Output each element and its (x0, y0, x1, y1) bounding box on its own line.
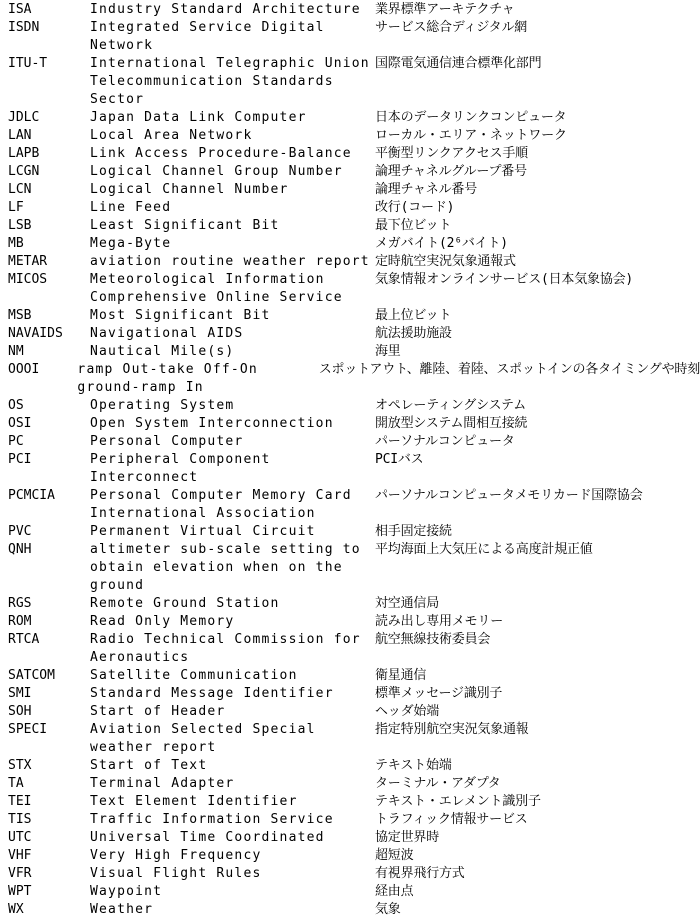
glossary-row (0, 145, 700, 163)
glossary-row (0, 865, 700, 883)
english-term: ramp Out-take Off-On ground-ramp In (77, 362, 258, 395)
abbreviation: LSB (8, 218, 32, 233)
abbreviation: SOH (8, 704, 32, 719)
japanese-term: 最下位ビット (375, 218, 452, 233)
english-term: Radio Technical Commission for Aeronautics (90, 632, 361, 665)
japanese-term: PCIバス (375, 452, 424, 467)
english-term: Waypoint (90, 884, 163, 899)
glossary-row (0, 523, 700, 541)
abbreviation: SATCOM (8, 668, 55, 683)
japanese-term: オペレーティングシステム (375, 398, 527, 413)
abbreviation: OS (8, 398, 24, 413)
japanese-term: トラフィック情報サービス (375, 812, 528, 827)
glossary-row (0, 325, 700, 343)
abbreviation: PCMCIA (8, 488, 55, 503)
japanese-term: パーソナルコンピュータ (375, 434, 515, 449)
abbreviation: ISDN (8, 20, 40, 35)
japanese-term: 海里 (375, 344, 401, 359)
japanese-term: ヘッダ始端 (375, 704, 440, 719)
japanese-term: ターミナル・アダプタ (375, 776, 501, 791)
japanese-term: メガバイト(2⁶バイト) (375, 236, 508, 251)
english-term: Permanent Virtual Circuit (90, 524, 316, 539)
japanese-term: 気象 (375, 902, 401, 917)
glossary-row (0, 19, 700, 55)
abbreviation: ISA (8, 2, 32, 17)
japanese-term: 指定特別航空実況気象通報 (375, 722, 529, 737)
glossary-row (0, 253, 700, 271)
japanese-term: パーソナルコンピュータメモリカード国際協会 (375, 488, 643, 503)
japanese-term: 改行(コード) (375, 200, 455, 215)
english-term: altimeter sub-scale setting to obtain elevation when on the ground (90, 542, 361, 593)
glossary-row (0, 811, 700, 829)
glossary-row (0, 685, 700, 703)
english-term: Meteorological Information Comprehensive Online Service (90, 272, 343, 305)
abbreviation: SPECI (8, 722, 48, 737)
english-term: Personal Computer Memory Card International Association (90, 488, 352, 521)
english-term: Japan Data Link Computer (90, 110, 307, 125)
english-term: Visual Flight Rules (90, 866, 262, 881)
abbreviation: PVC (8, 524, 32, 539)
glossary-row (0, 775, 700, 793)
japanese-term: 平衡型リンクアクセス手順 (375, 146, 528, 161)
english-term: Start of Text (90, 758, 208, 773)
glossary-row (0, 307, 700, 325)
japanese-term: 最上位ビット (375, 308, 452, 323)
english-term: Read Only Memory (90, 614, 235, 629)
japanese-term: 協定世界時 (375, 830, 440, 845)
japanese-term: 論理チャネル番号 (375, 182, 478, 197)
abbreviation: TEI (8, 794, 32, 809)
english-term: Traffic Information Service (90, 812, 334, 827)
japanese-term: 超短波 (375, 848, 414, 863)
glossary-row (0, 757, 700, 775)
english-term: Most Significant Bit (90, 308, 271, 323)
abbreviation: WPT (8, 884, 32, 899)
english-term: Local Area Network (90, 128, 253, 143)
japanese-term: 標準メッセージ識別子 (375, 686, 503, 701)
glossary-row (0, 703, 700, 721)
english-term: Remote Ground Station (90, 596, 280, 611)
glossary-row (0, 1, 700, 19)
abbreviation: MICOS (8, 272, 48, 287)
japanese-term: 平均海面上大気圧による高度計規正値 (375, 542, 593, 557)
glossary-row (0, 829, 700, 847)
glossary-row (0, 181, 700, 199)
abbreviation: LF (8, 200, 24, 215)
glossary-row (0, 487, 700, 523)
glossary-row (0, 847, 700, 865)
abbreviation: LAN (8, 128, 32, 143)
abbreviation: LCGN (8, 164, 40, 179)
english-term: Logical Channel Group Number (90, 164, 343, 179)
english-term: Mega-Byte (90, 236, 172, 251)
japanese-term: 相手固定接続 (375, 524, 452, 539)
glossary-row (0, 163, 700, 181)
glossary-row (0, 451, 700, 487)
abbreviation: PCI (8, 452, 32, 467)
glossary-row (0, 415, 700, 433)
english-term: Terminal Adapter (90, 776, 235, 791)
glossary-row (0, 433, 700, 451)
japanese-term: サービス総合ディジタル網 (375, 20, 528, 35)
abbreviation: STX (8, 758, 32, 773)
abbreviation: NM (8, 344, 24, 359)
english-term: Operating System (90, 398, 235, 413)
glossary-row (0, 883, 700, 901)
english-term: Industry Standard Architecture (90, 2, 361, 17)
glossary-row (0, 127, 700, 145)
english-term: Link Access Procedure-Balance (90, 146, 352, 161)
glossary-row (0, 361, 700, 397)
japanese-term: 国際電気通信連合標準化部門 (375, 56, 542, 71)
glossary-row (0, 217, 700, 235)
english-term: Aviation Selected Special weather report (90, 722, 316, 755)
abbreviation: UTC (8, 830, 32, 845)
abbreviation: JDLC (8, 110, 40, 125)
english-term: Very High Frequency (90, 848, 262, 863)
japanese-term: スポットアウト、離陸、着陸、スポットインの各タイミングや時刻 (318, 362, 700, 377)
glossary-row (0, 199, 700, 217)
glossary-row (0, 631, 700, 667)
english-term: Personal Computer (90, 434, 244, 449)
japanese-term: 業界標準アーキテクチャ (375, 2, 515, 17)
abbreviation: SMI (8, 686, 32, 701)
english-term: Logical Channel Number (90, 182, 289, 197)
english-term: Text Element Identifier (90, 794, 298, 809)
japanese-term: テキスト・エレメント識別子 (375, 794, 541, 809)
english-term: Standard Message Identifier (90, 686, 334, 701)
glossary-row (0, 397, 700, 415)
abbreviation: NAVAIDS (8, 326, 63, 341)
glossary-row (0, 343, 700, 361)
english-term: Weather (90, 902, 154, 917)
abbreviation: METAR (8, 254, 48, 269)
japanese-term: 気象情報オンラインサービス(日本気象協会) (375, 272, 634, 287)
glossary-row (0, 55, 700, 109)
glossary-row (0, 721, 700, 757)
abbreviation: TIS (8, 812, 32, 827)
japanese-term: 衛星通信 (375, 668, 427, 683)
abbreviation: OOOI (8, 362, 40, 377)
japanese-term: 航空無線技術委員会 (375, 632, 491, 647)
glossary-row (0, 271, 700, 307)
japanese-term: 対空通信局 (375, 596, 440, 611)
english-term: Start of Header (90, 704, 226, 719)
glossary-row (0, 595, 700, 613)
glossary-row (0, 235, 700, 253)
glossary-row (0, 667, 700, 685)
glossary-row (0, 109, 700, 127)
japanese-term: 定時航空実況気象通報式 (375, 254, 516, 269)
english-term: Peripheral Component Interconnect (90, 452, 271, 485)
english-term: Universal Time Coordinated (90, 830, 325, 845)
japanese-term: テキスト始端 (375, 758, 452, 773)
english-term: Line Feed (90, 200, 172, 215)
english-term: Least Significant Bit (90, 218, 280, 233)
japanese-term: 有視界飛行方式 (375, 866, 465, 881)
abbreviation: RTCA (8, 632, 40, 647)
abbreviation: MB (8, 236, 24, 251)
abbreviation: MSB (8, 308, 32, 323)
abbreviation: RGS (8, 596, 32, 611)
abbreviation: LAPB (8, 146, 40, 161)
abbreviation: OSI (8, 416, 32, 431)
english-term: Navigational AIDS (90, 326, 244, 341)
abbreviation: VHF (8, 848, 32, 863)
glossary-row (0, 613, 700, 631)
english-term: Integrated Service Digital Network (90, 20, 325, 53)
abbreviation: ROM (8, 614, 32, 629)
japanese-term: ローカル・エリア・ネットワーク (375, 128, 567, 143)
english-term: Satellite Communication (90, 668, 298, 683)
abbreviation: LCN (8, 182, 32, 197)
glossary-row (0, 793, 700, 811)
glossary-row (0, 901, 700, 919)
abbreviation: QNH (8, 542, 32, 557)
japanese-term: 開放型システム間相互接続 (375, 416, 528, 431)
abbreviation: PC (8, 434, 24, 449)
english-term: aviation routine weather report (90, 254, 370, 269)
english-term: International Telegraphic Union Telecommunication Standards Sector (90, 56, 370, 107)
abbreviation: ITU-T (8, 56, 48, 71)
abbreviation: WX (8, 902, 24, 917)
japanese-term: 日本のデータリンクコンピュータ (375, 110, 567, 125)
abbreviation: VFR (8, 866, 32, 881)
japanese-term: 経由点 (375, 884, 414, 899)
japanese-term: 読み出し専用メモリー (375, 614, 504, 629)
glossary-row (0, 541, 700, 595)
english-term: Open System Interconnection (90, 416, 334, 431)
abbreviation: TA (8, 776, 24, 791)
english-term: Nautical Mile(s) (90, 344, 235, 359)
japanese-term: 論理チャネルグループ番号 (375, 164, 527, 179)
japanese-term: 航法援助施設 (375, 326, 452, 341)
